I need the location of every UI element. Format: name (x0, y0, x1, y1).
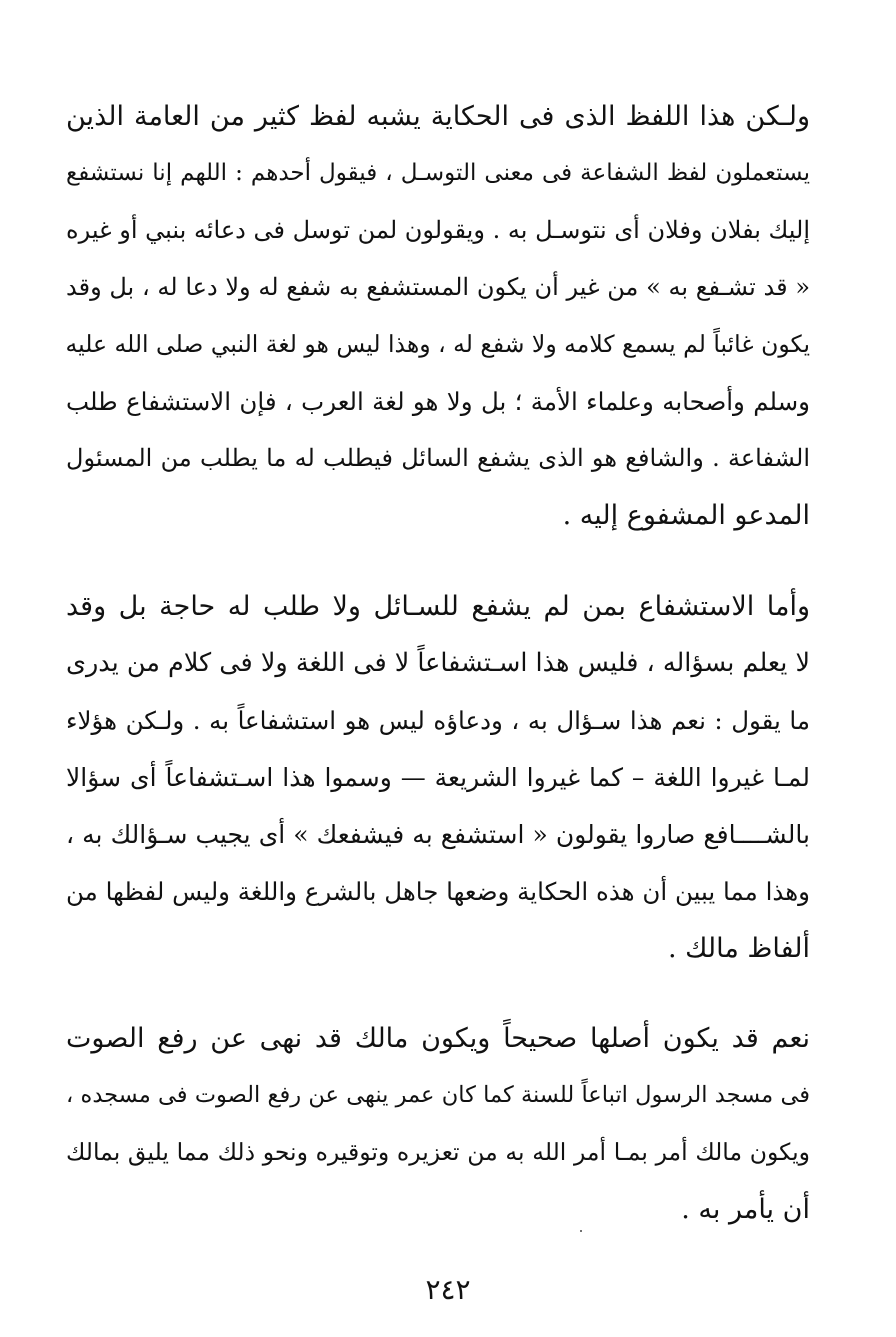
text-line: « قد تشـفع به » من غير أن يكون المستشفع به شفع له ولا دعا له ، بل وقد (66, 273, 810, 301)
text-line: فى مسجد الرسول اتباعاً للسنة كما كان عمر ينهى عن رفع الصوت فى مسجده ، (66, 1082, 810, 1108)
text-line: يستعملون لفظ الشفاعة فى معنى التوسـل ، فيقول أحدهم : اللهم إنا نستشفع (66, 160, 810, 186)
scan-speck (580, 1230, 582, 1232)
text-line: إليك بفلان وفلان أى نتوسـل به . ويقولون لمن توسل فى دعائه بنبي أو غيره (66, 216, 810, 244)
text-line: أن يأمر به . (681, 1194, 810, 1225)
text-line: ولـكن هذا اللفظ الذى فى الحكاية يشبه لفظ كثير من العامة الذين (66, 101, 810, 132)
text-line: لمـا غيروا اللغة – كما غيروا الشريعة — وسموا هذا اسـتشفاعاً أى سؤالا (66, 763, 810, 792)
text-line: وسلم وأصحابه وعلماء الأمة ؛ بل ولا هو لغة العرب ، فإن الاستشفاع طلب (66, 387, 810, 416)
text-line: يكون غائباً لم يسمع كلامه ولا شفع له ، وهذا ليس هو لغة النبي صلى الله عليه (66, 330, 810, 358)
paragraph-2 (66, 578, 810, 977)
paragraph-3 (66, 1010, 810, 1238)
text-line: بالشــــافع صاروا يقولون « استشفع به فيشفعك » أى يجيب سـؤالك به ، (66, 820, 810, 849)
text-line: وهذا مما يبين أن هذه الحكاية وضعها جاهل بالشرع واللغة وليس لفظها من (66, 877, 810, 906)
text-line: نعم قد يكون أصلها صحيحاً ويكون مالك قد نهى عن رفع الصوت (66, 1023, 810, 1054)
text-line: المدعو المشفوع إليه . (562, 500, 810, 531)
text-line: لا يعلم بسؤاله ، فليس هذا اسـتشفاعاً لا فى اللغة ولا فى كلام من يدرى (66, 648, 810, 678)
page-number: ٢٤٢ (425, 1273, 471, 1306)
text-line: ويكون مالك أمر بمـا أمر الله به من تعزيره وتوقيره ونحو ذلك مما يليق بمالك (66, 1138, 810, 1166)
text-line: ألفاظ مالك . (667, 933, 810, 964)
text-line: وأما الاستشفاع بمن لم يشفع للسـائل ولا طلب له حاجة بل وقد (66, 591, 810, 622)
text-line: الشفاعة . والشافع هو الذى يشفع السائل فيطلب له ما يطلب من المسئول (66, 444, 810, 472)
text-line: ما يقول : نعم هذا سـؤال به ، ودعاؤه ليس هو استشفاعاً به . ولـكن هؤلاء (66, 706, 810, 735)
paragraph-1 (66, 88, 810, 544)
